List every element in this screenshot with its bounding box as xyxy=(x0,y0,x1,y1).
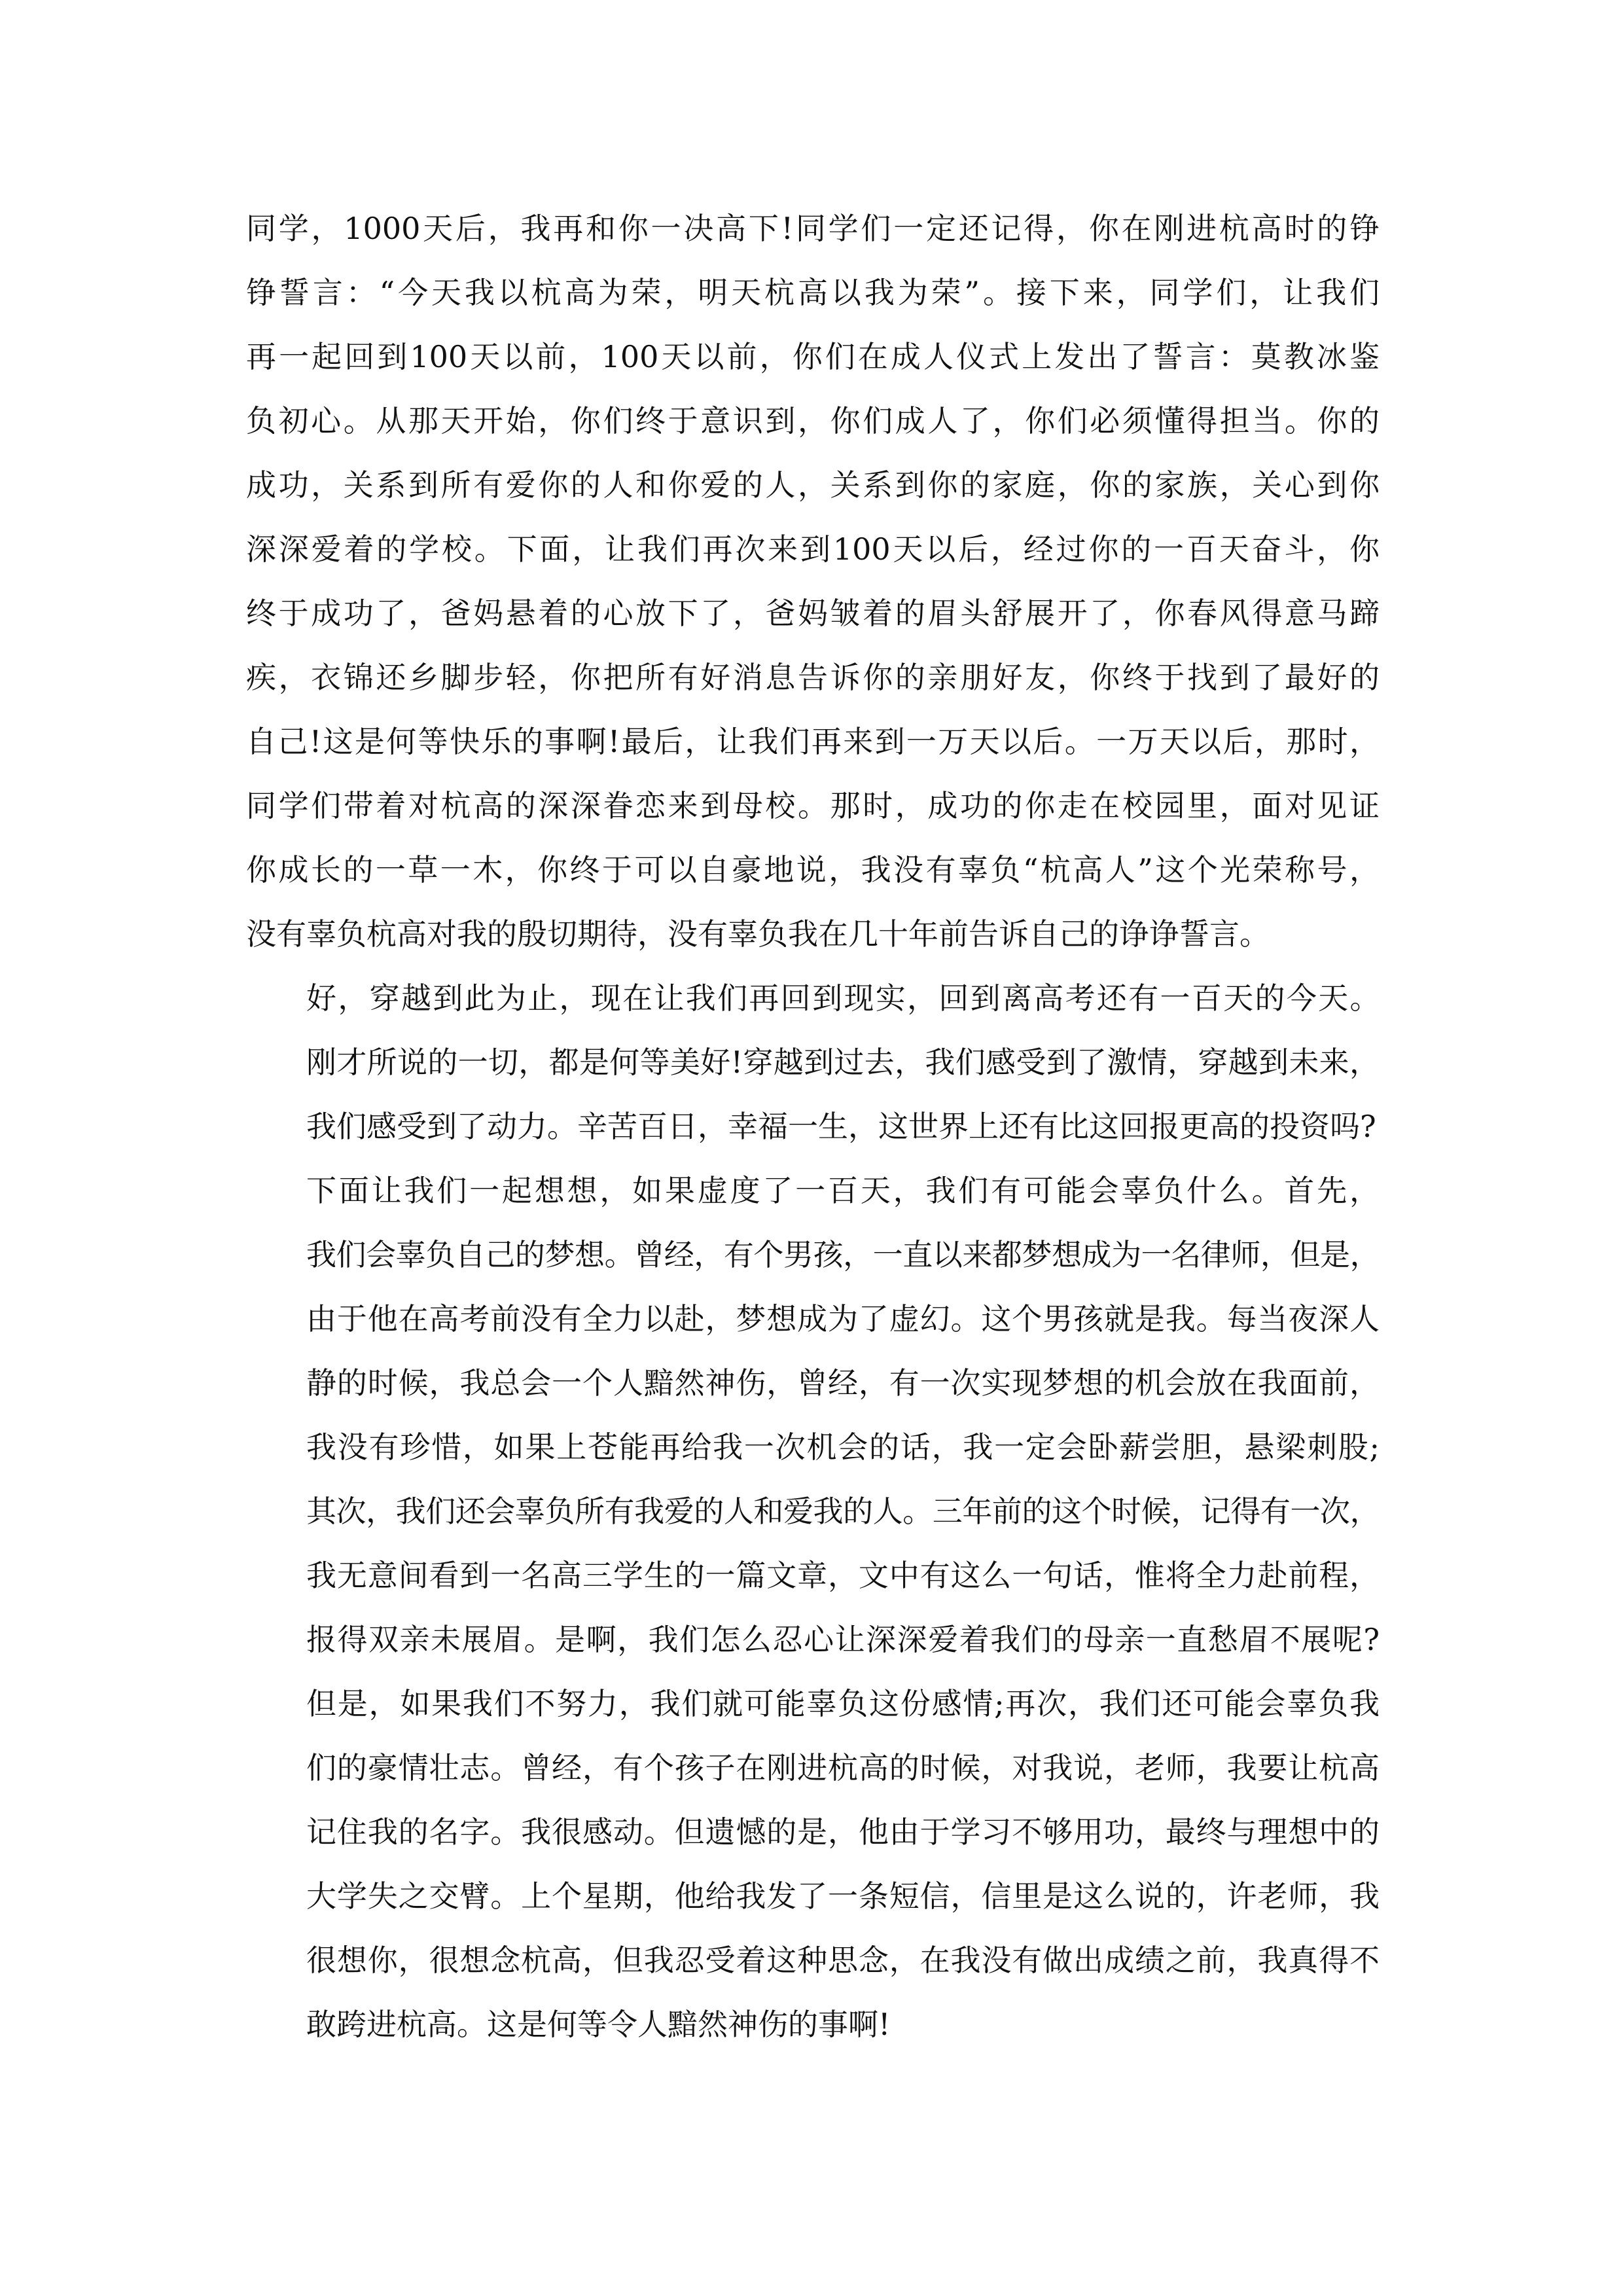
text-line: 我们会辜负自己的梦想。曾经，有个男孩，一直以来都梦想成为一名律师，但是， xyxy=(306,1237,1380,1272)
text-line: 好，穿越到此为止，现在让我们再回到现实，回到离高考还有一百天的今天。 xyxy=(306,980,1380,1016)
text-line: 我们感受到了动力。辛苦百日，幸福一生，这世界上还有比这回报更高的投资吗? xyxy=(306,1109,1376,1144)
text-line: 我没有珍惜，如果上苍能再给我一次机会的话，我一定会卧薪尝胆，悬梁刺股; xyxy=(306,1429,1380,1465)
text-line: 深深爱着的学校。下面，让我们再次来到100天以后，经过你的一百天奋斗，你 xyxy=(246,531,1380,567)
text-line: 成功，关系到所有爱你的人和你爱的人，关系到你的家庭，你的家族，关心到你 xyxy=(246,467,1380,503)
document-body xyxy=(246,196,1380,2056)
text-line: 终于成功了，爸妈悬着的心放下了，爸妈皱着的眉头舒展开了，你春风得意马蹄 xyxy=(246,596,1380,631)
text-line: 下面让我们一起想想，如果虚度了一百天，我们有可能会辜负什么。首先， xyxy=(306,1173,1380,1208)
text-line: 但是，如果我们不努力，我们就可能辜负这份感情;再次，我们还可能会辜负我 xyxy=(306,1686,1380,1721)
text-line: 再一起回到100天以前，100天以前，你们在成人仪式上发出了誓言：莫教冰鉴 xyxy=(246,339,1380,374)
text-line: 其次，我们还会辜负所有我爱的人和爱我的人。三年前的这个时候，记得有一次， xyxy=(306,1494,1380,1529)
text-line: 没有辜负杭高对我的殷切期待，没有辜负我在几十年前告诉自己的诤诤誓言。 xyxy=(246,916,1270,952)
text-line: 刚才所说的一切，都是何等美好!穿越到过去，我们感受到了激情，穿越到未来， xyxy=(306,1045,1380,1080)
text-line: 负初心。从那天开始，你们终于意识到，你们成人了，你们必须懂得担当。你的 xyxy=(246,403,1380,439)
paragraph xyxy=(246,966,1380,1158)
text-line: 同学们带着对杭高的深深眷恋来到母校。那时，成功的你走在校园里，面对见证 xyxy=(246,788,1380,823)
text-line: 大学失之交臂。上个星期，他给我发了一条短信，信里是这么说的，许老师，我 xyxy=(306,1878,1380,1914)
text-line: 敢跨进杭高。这是何等令人黯然神伤的事啊! xyxy=(306,2007,891,2042)
text-line: 记住我的名字。我很感动。但遗憾的是，他由于学习不够用功，最终与理想中的 xyxy=(306,1814,1380,1850)
text-line: 我无意间看到一名高三学生的一篇文章，文中有这么一句话，惟将全力赴前程， xyxy=(306,1558,1380,1593)
text-line: 同学，1000天后，我再和你一决高下!同学们一定还记得，你在刚进杭高时的铮 xyxy=(246,211,1380,246)
text-line: 报得双亲未展眉。是啊，我们怎么忍心让深深爱着我们的母亲一直愁眉不展呢? xyxy=(306,1622,1380,1657)
text-line: 疾，衣锦还乡脚步轻，你把所有好消息告诉你的亲朋好友，你终于找到了最好的 xyxy=(246,660,1380,695)
text-line: 由于他在高考前没有全力以赴，梦想成为了虚幻。这个男孩就是我。每当夜深人 xyxy=(306,1301,1380,1336)
paragraph xyxy=(246,1158,1380,2056)
paragraph xyxy=(246,196,1380,966)
text-line: 们的豪情壮志。曾经，有个孩子在刚进杭高的时候，对我说，老师，我要让杭高 xyxy=(306,1750,1380,1785)
text-line: 很想你，很想念杭高，但我忍受着这种思念，在我没有做出成绩之前，我真得不 xyxy=(306,1943,1380,1978)
text-line: 铮誓言：“今天我以杭高为荣，明天杭高以我为荣”。接下来，同学们，让我们 xyxy=(246,275,1380,310)
text-line: 自己!这是何等快乐的事啊!最后，让我们再来到一万天以后。一万天以后，那时， xyxy=(246,724,1380,759)
text-line: 你成长的一草一木，你终于可以自豪地说，我没有辜负“杭高人”这个光荣称号， xyxy=(246,852,1380,888)
text-line: 静的时候，我总会一个人黯然神伤，曾经，有一次实现梦想的机会放在我面前， xyxy=(306,1365,1380,1401)
